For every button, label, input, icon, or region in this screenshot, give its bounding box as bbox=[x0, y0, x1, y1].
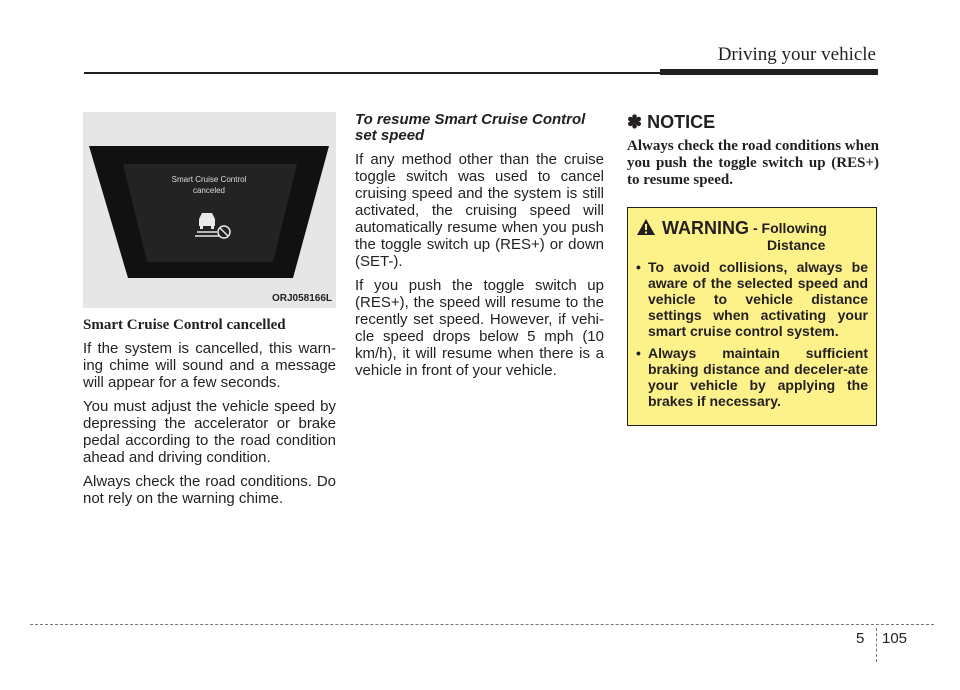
warning-title bbox=[636, 218, 868, 238]
warning-subtitle: - Following bbox=[753, 220, 827, 236]
warning-box bbox=[627, 207, 877, 426]
cluster-display-illustration bbox=[83, 112, 336, 308]
warning-item bbox=[636, 259, 868, 339]
paragraph: Always check the road conditions. Do not rely on the warning chime. bbox=[83, 473, 336, 507]
paragraph: If the system is cancelled, this warn-ing chime will sound and a message will appear for a few seconds. bbox=[83, 340, 336, 391]
warning-subtitle-continued: Distance bbox=[767, 237, 826, 253]
bullet: • bbox=[636, 259, 641, 275]
warning-item bbox=[636, 345, 868, 409]
header-rule-bold bbox=[660, 69, 878, 75]
column-right bbox=[627, 112, 879, 426]
warning-item-text: To avoid collisions, always be aware of the selected speed and vehicle to vehicle distance settings when activating your smart cruise control system. bbox=[648, 259, 868, 339]
header-rule bbox=[84, 72, 660, 74]
display-title: Smart Cruise Control bbox=[171, 175, 247, 184]
warning-item-text: Always maintain sufficient braking distance and deceler-ate your vehicle by applying the brakes if necessary. bbox=[648, 345, 868, 409]
figure-code: ORJ058166L bbox=[271, 293, 332, 304]
paragraph: You must adjust the vehicle speed by depressing the accelerator or brake pedal according to the road condition ahead and driving condition. bbox=[83, 398, 336, 466]
column-middle bbox=[355, 112, 604, 386]
cluster-figure bbox=[83, 112, 336, 308]
display-status: canceled bbox=[192, 186, 226, 195]
footer-rule bbox=[30, 624, 934, 625]
column-left bbox=[83, 112, 336, 514]
page-number-divider bbox=[876, 628, 877, 662]
warning-label: WARNING bbox=[662, 218, 749, 238]
chapter-number: 5 bbox=[856, 630, 865, 647]
figure-caption: Smart Cruise Control cancelled bbox=[83, 317, 286, 333]
page-number: 105 bbox=[882, 630, 908, 647]
paragraph: If you push the toggle switch up (RES+), the speed will resume to the recently set speed. However, if vehi-cle speed drops below 5 mph (10 km/h), it will resume when there is a vehicle in front of your vehicle. bbox=[355, 277, 604, 379]
bullet: • bbox=[636, 345, 641, 361]
paragraph: If any method other than the cruise toggle switch was used to cancel cruising speed and the system is still activated, the cruising speed will automatically resume when you push the toggle switch up (RES+) or down (SET-). bbox=[355, 151, 604, 270]
section-subheading: To resume Smart Cruise Control set speed bbox=[355, 111, 586, 144]
notice-text: Always check the road conditions when you push the toggle switch up (RES+) to resume speed. bbox=[627, 138, 879, 188]
section-title: Driving your vehicle bbox=[717, 44, 876, 65]
warning-triangle-icon bbox=[636, 218, 656, 236]
notice-heading: ✽ NOTICE bbox=[627, 112, 716, 132]
